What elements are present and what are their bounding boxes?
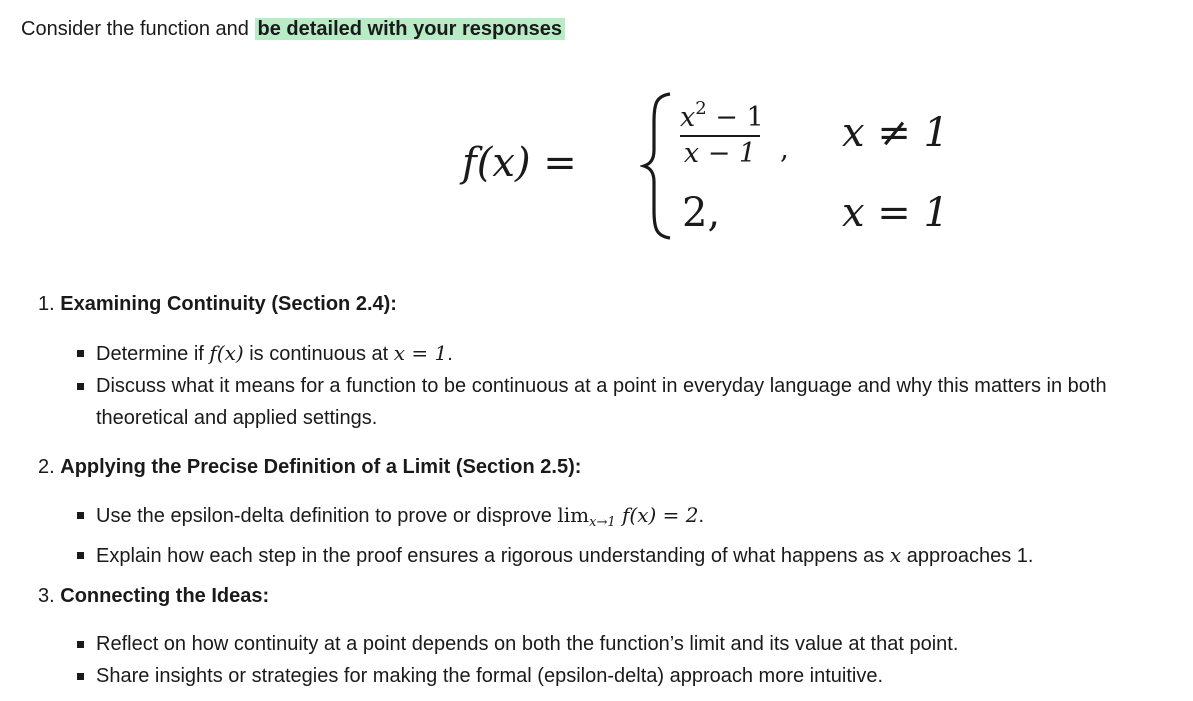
formula-lhs: f(x) = (462, 140, 577, 186)
section-heading-1: 1. Examining Continuity (Section 2.4): (38, 293, 397, 315)
case1-fraction (680, 94, 764, 169)
case1-denominator: x − 1 (683, 138, 757, 169)
case2-condition: x = 1 (842, 190, 949, 236)
list-item: Determine if f(x) is continuous at x = 1. (0, 337, 1193, 370)
intro-paragraph (21, 16, 565, 42)
case1-numerator: $x^2 - 1$ (680, 98, 764, 133)
section-heading-2: 2. Applying the Precise Definition of a Limit (Section 2.5): (38, 456, 582, 478)
intro-text: Consider the function and (21, 18, 255, 40)
left-brace-icon (640, 90, 676, 242)
case2-value: 2, (682, 190, 721, 236)
list-item: Share insights or strategies for making the formal (epsilon-delta) approach more intuitive. (0, 660, 1193, 692)
section-2-bullets (0, 499, 1193, 572)
list-item: Discuss what it means for a function to be continuous at a point in everyday language and why this matters in both theoretical and applied settings. (0, 370, 1193, 434)
list-item: Explain how each step in the proof ensures a rigorous understanding of what happens as x approaches 1. (0, 539, 1193, 572)
section-1-bullets (0, 337, 1193, 434)
case1-comma: , (780, 132, 789, 165)
list-item: Use the epsilon-delta definition to prove or disprove $\lim_{x\to 1} f(x) = 2$. (0, 499, 1193, 539)
intro-highlight: be detailed with your responses (255, 18, 566, 40)
section-3-bullets (0, 628, 1193, 692)
fraction-bar (680, 135, 760, 137)
piecewise-formula (462, 88, 982, 248)
section-heading-3: 3. Connecting the Ideas: (38, 585, 270, 607)
case1-condition: x ≠ 1 (842, 110, 949, 156)
list-item: Reflect on how continuity at a point depends on both the function’s limit and its value at that point. (0, 628, 1193, 660)
